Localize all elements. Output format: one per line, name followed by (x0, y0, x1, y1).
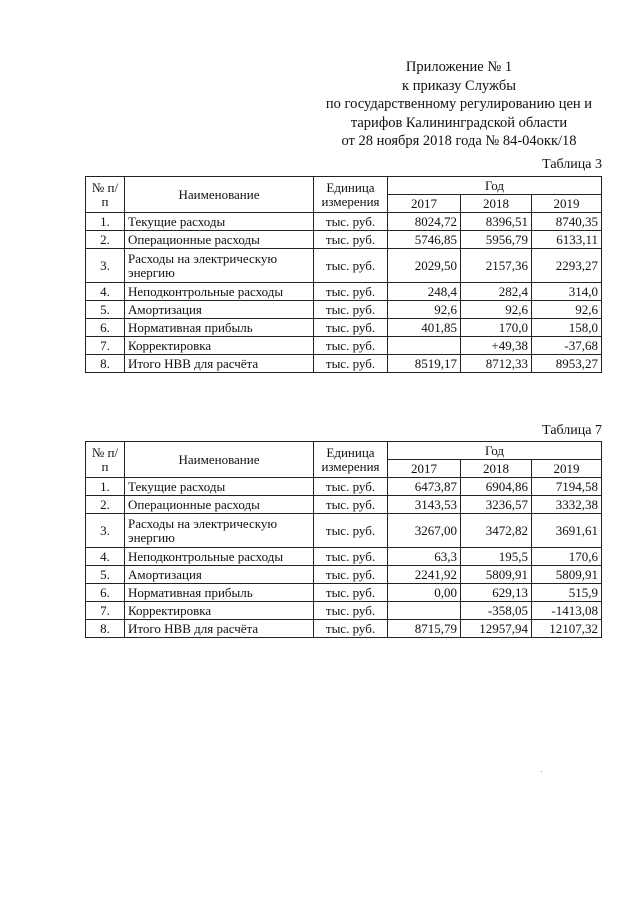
value-2019: 6133,11 (532, 231, 602, 249)
row-unit: тыс. руб. (314, 301, 388, 319)
value-2017 (388, 337, 461, 355)
scan-speck (541, 771, 542, 772)
header-name: Наименование (125, 177, 314, 213)
table-row (86, 496, 602, 514)
header-year-2018: 2018 (461, 460, 532, 478)
value-2018: +49,38 (461, 337, 532, 355)
header-year-2018: 2018 (461, 195, 532, 213)
value-2017: 2029,50 (388, 249, 461, 283)
row-name: Корректировка (125, 602, 314, 620)
table-row (86, 301, 602, 319)
row-unit: тыс. руб. (314, 566, 388, 584)
row-unit: тыс. руб. (314, 478, 388, 496)
value-2019: 8953,27 (532, 355, 602, 373)
order-reference: к приказу Службы (402, 77, 516, 94)
table-row (86, 231, 602, 249)
table-row (86, 283, 602, 301)
row-unit: тыс. руб. (314, 584, 388, 602)
header-year-2017: 2017 (388, 460, 461, 478)
row-name: Расходы на электрическую энергию (125, 514, 314, 548)
value-2019: 158,0 (532, 319, 602, 337)
table7-body (86, 478, 602, 638)
row-unit: тыс. руб. (314, 620, 388, 638)
row-name: Амортизация (125, 566, 314, 584)
table-row (86, 584, 602, 602)
table7 (85, 441, 602, 638)
agency-name-line2: тарифов Калининградской области (350, 114, 568, 131)
value-2018: 195,5 (461, 548, 532, 566)
row-name: Текущие расходы (125, 213, 314, 231)
value-2019: -1413,08 (532, 602, 602, 620)
table-row (86, 249, 602, 283)
value-2019: 515,9 (532, 584, 602, 602)
value-2019: 5809,91 (532, 566, 602, 584)
table3 (85, 176, 602, 373)
value-2017: 3143,53 (388, 496, 461, 514)
header-num: № п/п (86, 177, 125, 213)
table-row (86, 355, 602, 373)
value-2019: 3332,38 (532, 496, 602, 514)
row-unit: тыс. руб. (314, 496, 388, 514)
row-number: 4. (86, 548, 125, 566)
header-year-2019: 2019 (532, 460, 602, 478)
header-year: Год (388, 177, 602, 195)
value-2018: 5809,91 (461, 566, 532, 584)
value-2018: 2157,36 (461, 249, 532, 283)
value-2017: 92,6 (388, 301, 461, 319)
table-row (86, 213, 602, 231)
value-2017: 401,85 (388, 319, 461, 337)
value-2019: 170,6 (532, 548, 602, 566)
row-name: Итого НВВ для расчёта (125, 355, 314, 373)
value-2017: 248,4 (388, 283, 461, 301)
row-unit: тыс. руб. (314, 213, 388, 231)
row-unit: тыс. руб. (314, 514, 388, 548)
row-number: 6. (86, 584, 125, 602)
value-2017: 0,00 (388, 584, 461, 602)
header-year: Год (388, 442, 602, 460)
value-2019: 92,6 (532, 301, 602, 319)
value-2017: 8024,72 (388, 213, 461, 231)
value-2018: 92,6 (461, 301, 532, 319)
table-row (86, 319, 602, 337)
row-number: 1. (86, 213, 125, 231)
row-unit: тыс. руб. (314, 319, 388, 337)
value-2017: 8715,79 (388, 620, 461, 638)
value-2018: 282,4 (461, 283, 532, 301)
row-name: Текущие расходы (125, 478, 314, 496)
value-2017: 2241,92 (388, 566, 461, 584)
table-row (86, 337, 602, 355)
row-name: Неподконтрольные расходы (125, 283, 314, 301)
table-row (86, 566, 602, 584)
table-row (86, 514, 602, 548)
agency-name-line1: по государственному регулированию цен и (325, 96, 593, 113)
row-number: 3. (86, 249, 125, 283)
header-year-2019: 2019 (532, 195, 602, 213)
header-num: № п/п (86, 442, 125, 478)
row-unit: тыс. руб. (314, 249, 388, 283)
header-unit: Единица измерения (314, 177, 388, 213)
row-unit: тыс. руб. (314, 548, 388, 566)
appendix-title: Приложение № 1 (405, 59, 513, 75)
row-number: 8. (86, 620, 125, 638)
row-number: 7. (86, 602, 125, 620)
row-name: Расходы на электрическую энергию (125, 249, 314, 283)
row-unit: тыс. руб. (314, 355, 388, 373)
row-number: 8. (86, 355, 125, 373)
value-2019: 12107,32 (532, 620, 602, 638)
row-number: 5. (86, 566, 125, 584)
row-number: 7. (86, 337, 125, 355)
row-name: Неподконтрольные расходы (125, 548, 314, 566)
row-number: 1. (86, 478, 125, 496)
row-number: 2. (86, 231, 125, 249)
table-row (86, 620, 602, 638)
row-name: Итого НВВ для расчёта (125, 620, 314, 638)
row-name: Амортизация (125, 301, 314, 319)
value-2018: 12957,94 (461, 620, 532, 638)
value-2017: 8519,17 (388, 355, 461, 373)
value-2019: 8740,35 (532, 213, 602, 231)
row-unit: тыс. руб. (314, 337, 388, 355)
value-2019: -37,68 (532, 337, 602, 355)
value-2018: 8396,51 (461, 213, 532, 231)
value-2018: -358,05 (461, 602, 532, 620)
table-row (86, 548, 602, 566)
value-2017 (388, 602, 461, 620)
row-number: 5. (86, 301, 125, 319)
row-name: Корректировка (125, 337, 314, 355)
value-2018: 5956,79 (461, 231, 532, 249)
row-number: 6. (86, 319, 125, 337)
value-2019: 3691,61 (532, 514, 602, 548)
value-2018: 629,13 (461, 584, 532, 602)
value-2017: 3267,00 (388, 514, 461, 548)
appendix-header (300, 58, 618, 151)
table-row (86, 602, 602, 620)
value-2017: 5746,85 (388, 231, 461, 249)
value-2019: 2293,27 (532, 249, 602, 283)
table7-label: Таблица 7 (542, 423, 602, 438)
row-name: Нормативная прибыль (125, 319, 314, 337)
value-2019: 7194,58 (532, 478, 602, 496)
row-number: 4. (86, 283, 125, 301)
header-year-2017: 2017 (388, 195, 461, 213)
header-unit: Единица измерения (314, 442, 388, 478)
value-2018: 170,0 (461, 319, 532, 337)
row-unit: тыс. руб. (314, 231, 388, 249)
table3-body (86, 213, 602, 373)
row-unit: тыс. руб. (314, 283, 388, 301)
table-row (86, 478, 602, 496)
value-2018: 6904,86 (461, 478, 532, 496)
value-2018: 3236,57 (461, 496, 532, 514)
value-2018: 8712,33 (461, 355, 532, 373)
row-name: Операционные расходы (125, 231, 314, 249)
row-unit: тыс. руб. (314, 602, 388, 620)
row-name: Нормативная прибыль (125, 584, 314, 602)
header-name: Наименование (125, 442, 314, 478)
row-number: 2. (86, 496, 125, 514)
value-2017: 6473,87 (388, 478, 461, 496)
row-number: 3. (86, 514, 125, 548)
value-2017: 63,3 (388, 548, 461, 566)
value-2018: 3472,82 (461, 514, 532, 548)
table3-label: Таблица 3 (542, 157, 602, 172)
row-name: Операционные расходы (125, 496, 314, 514)
value-2019: 314,0 (532, 283, 602, 301)
order-date-number: от 28 ноября 2018 года № 84-04окк/18 (341, 133, 577, 150)
